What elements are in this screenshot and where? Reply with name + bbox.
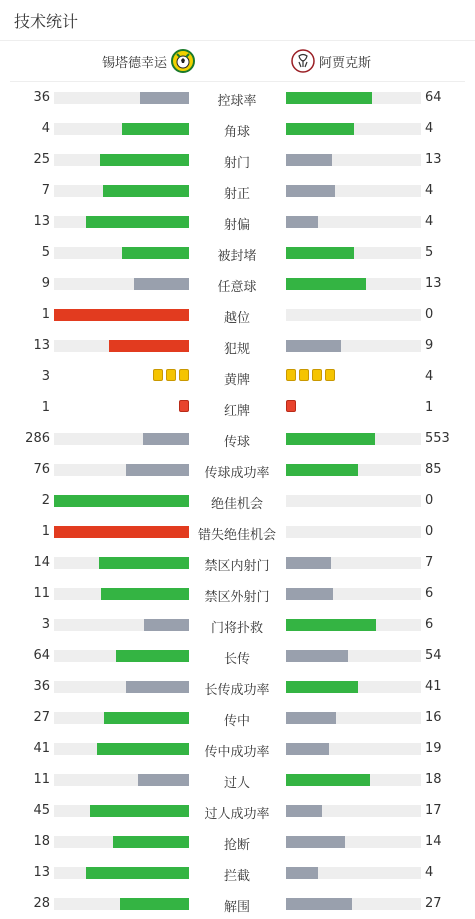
away-stat-bar-fill [286, 123, 354, 135]
away-stat-bar [286, 247, 421, 259]
away-stat-bar-fill [286, 185, 335, 197]
home-stat-bar [54, 340, 189, 352]
stat-label: 任意球 [217, 280, 257, 295]
stat-row [0, 237, 475, 268]
stat-label: 错失绝佳机会 [197, 528, 276, 543]
home-stat-value: 25 [33, 152, 50, 167]
home-stat-bar-fill [116, 650, 189, 662]
away-stat-bar-fill [286, 681, 358, 693]
stat-label: 过人 [223, 776, 250, 791]
home-stat-value: 5 [41, 245, 50, 260]
yellow-card-icon [153, 369, 163, 381]
stat-row [0, 485, 475, 516]
stat-label: 传球 [223, 435, 250, 450]
away-stat-bar-fill [286, 92, 372, 104]
home-stat-value: 64 [33, 648, 50, 663]
away-stat-bar-fill [286, 743, 329, 755]
home-stat-bar [54, 557, 189, 569]
away-stat-bar [286, 898, 421, 910]
home-stat-value: 36 [33, 679, 50, 694]
stat-label: 禁区外射门 [204, 590, 270, 605]
home-stat-bar-fill [86, 867, 189, 879]
home-stat-bar [54, 681, 189, 693]
away-stat-bar [286, 154, 421, 166]
home-stat-bar [54, 216, 189, 228]
away-stat-value: 0 [425, 493, 434, 508]
stat-label: 长传 [223, 652, 250, 667]
away-stat-bar-fill [286, 619, 376, 631]
home-stat-bar [54, 712, 189, 724]
home-stat-bar [54, 495, 189, 507]
home-stat-bar [54, 526, 189, 538]
home-stat-value: 41 [33, 741, 50, 756]
away-stat-bar [286, 774, 421, 786]
home-stat-bar [54, 123, 189, 135]
teams-header [10, 41, 465, 82]
stat-row [0, 733, 475, 764]
red-card-icon [179, 400, 189, 412]
home-yellow-cards [153, 369, 189, 381]
home-stat-value: 13 [33, 865, 50, 880]
home-team[interactable] [102, 41, 195, 81]
away-stat-value: 19 [425, 741, 442, 756]
away-stat-bar [286, 712, 421, 724]
home-stat-bar-fill [101, 588, 189, 600]
stat-label: 角球 [223, 125, 250, 140]
home-stat-bar [54, 154, 189, 166]
stat-row [0, 454, 475, 485]
home-stat-bar [54, 805, 189, 817]
home-stat-value: 9 [41, 276, 50, 291]
home-red-cards [179, 400, 189, 412]
home-stat-bar [54, 867, 189, 879]
away-stat-value: 553 [425, 431, 450, 446]
stat-row [0, 857, 475, 888]
away-stat-bar [286, 433, 421, 445]
home-team-name: 锡塔德幸运 [102, 55, 168, 71]
away-stat-bar-fill [286, 247, 354, 259]
home-stat-bar [54, 278, 189, 290]
home-stat-value: 14 [33, 555, 50, 570]
away-stat-bar [286, 619, 421, 631]
away-stat-bar-fill [286, 216, 318, 228]
yellow-card-icon [179, 369, 189, 381]
home-stat-value: 76 [33, 462, 50, 477]
stat-row [0, 423, 475, 454]
stat-label: 门将扑救 [210, 621, 263, 636]
home-stat-bar [54, 836, 189, 848]
home-stat-bar-fill [126, 681, 189, 693]
home-stat-bar-fill [126, 464, 189, 476]
away-stat-bar [286, 650, 421, 662]
red-card-icon [286, 400, 296, 412]
away-stat-value: 13 [425, 276, 442, 291]
stat-row [0, 206, 475, 237]
home-stat-bar [54, 743, 189, 755]
home-stat-bar-fill [86, 216, 189, 228]
away-stat-bar-fill [286, 805, 322, 817]
away-stat-value: 17 [425, 803, 442, 818]
home-stat-bar-fill [109, 340, 189, 352]
section-header [0, 0, 475, 41]
home-stat-bar-fill [138, 774, 189, 786]
stat-row [0, 516, 475, 547]
home-stat-bar-fill [54, 309, 189, 321]
home-stat-bar-fill [143, 433, 189, 445]
home-stat-value: 7 [41, 183, 50, 198]
away-stat-value: 5 [425, 245, 434, 260]
away-team[interactable] [291, 41, 371, 81]
home-stat-value: 36 [33, 90, 50, 105]
yellow-card-icon [299, 369, 309, 381]
stat-row [0, 330, 475, 361]
away-stat-bar-fill [286, 340, 341, 352]
away-stat-value: 9 [425, 338, 434, 353]
home-team-logo-icon [171, 49, 195, 73]
away-stat-bar [286, 526, 421, 538]
home-stat-bar [54, 898, 189, 910]
away-stat-value: 16 [425, 710, 442, 725]
home-stat-bar-fill [54, 526, 189, 538]
away-stat-value: 64 [425, 90, 442, 105]
stat-label: 越位 [223, 311, 250, 326]
home-stat-value: 286 [25, 431, 50, 446]
stat-label: 过人成功率 [204, 807, 270, 822]
away-stat-value: 14 [425, 834, 442, 849]
away-stat-bar-fill [286, 464, 358, 476]
home-stat-bar-fill [100, 154, 189, 166]
home-stat-bar [54, 309, 189, 321]
away-stat-value: 6 [425, 586, 434, 601]
stat-row [0, 547, 475, 578]
stat-label: 长传成功率 [204, 683, 270, 698]
away-stat-bar-fill [286, 898, 352, 910]
home-stat-bar-fill [104, 712, 189, 724]
home-stat-bar [54, 464, 189, 476]
home-stat-bar-fill [97, 743, 189, 755]
away-stat-value: 18 [425, 772, 442, 787]
away-stat-bar [286, 123, 421, 135]
home-stat-bar-fill [103, 185, 189, 197]
away-stat-bar [286, 309, 421, 321]
yellow-card-icon [286, 369, 296, 381]
stat-row [0, 702, 475, 733]
home-stat-value: 3 [41, 369, 50, 384]
away-stat-value: 6 [425, 617, 434, 632]
stat-row [0, 826, 475, 857]
home-stat-value: 27 [33, 710, 50, 725]
away-stat-bar [286, 836, 421, 848]
away-stat-bar-fill [286, 154, 332, 166]
away-stat-bar-fill [286, 433, 375, 445]
home-stat-bar [54, 433, 189, 445]
away-stat-bar-fill [286, 278, 366, 290]
home-stat-bar [54, 588, 189, 600]
stat-label: 被封堵 [217, 249, 257, 264]
stat-label: 犯规 [223, 342, 250, 357]
stat-label: 黄牌 [223, 373, 250, 388]
away-stat-bar [286, 185, 421, 197]
away-stat-value: 0 [425, 524, 434, 539]
stat-label: 射门 [223, 156, 250, 171]
stat-row [0, 113, 475, 144]
section-title: 技术统计 [14, 12, 79, 31]
away-stat-bar [286, 743, 421, 755]
away-yellow-cards [286, 369, 335, 381]
stats-list [0, 82, 475, 919]
yellow-card-icon [312, 369, 322, 381]
stat-label: 绝佳机会 [210, 497, 263, 512]
home-stat-bar-fill [144, 619, 189, 631]
stat-row [0, 671, 475, 702]
away-stat-bar [286, 557, 421, 569]
away-stat-value: 54 [425, 648, 442, 663]
stat-row [0, 144, 475, 175]
away-stat-bar [286, 340, 421, 352]
home-stat-bar-fill [113, 836, 189, 848]
away-stat-bar [286, 681, 421, 693]
stat-label: 射正 [223, 187, 250, 202]
home-stat-bar [54, 92, 189, 104]
home-stat-value: 1 [41, 524, 50, 539]
away-stat-bar [286, 805, 421, 817]
home-stat-bar [54, 650, 189, 662]
stat-row [0, 175, 475, 206]
home-stat-value: 11 [33, 586, 50, 601]
home-stat-bar [54, 619, 189, 631]
stat-label: 传中成功率 [204, 745, 270, 760]
away-stat-value: 1 [425, 400, 434, 415]
away-stat-value: 4 [425, 214, 434, 229]
home-stat-bar [54, 247, 189, 259]
home-stat-value: 1 [41, 400, 50, 415]
away-stat-value: 0 [425, 307, 434, 322]
home-stat-value: 2 [41, 493, 50, 508]
home-stat-bar-fill [90, 805, 189, 817]
stat-row [0, 361, 475, 392]
away-stat-value: 4 [425, 183, 434, 198]
home-stat-value: 13 [33, 338, 50, 353]
away-stat-value: 4 [425, 865, 434, 880]
home-stat-value: 28 [33, 896, 50, 911]
stat-label: 射偏 [223, 218, 250, 233]
stat-label: 禁区内射门 [204, 559, 270, 574]
stat-row [0, 640, 475, 671]
home-stat-bar-fill [122, 123, 190, 135]
stat-label: 传球成功率 [204, 466, 270, 481]
home-stat-value: 4 [41, 121, 50, 136]
home-stat-bar-fill [134, 278, 189, 290]
away-stat-value: 41 [425, 679, 442, 694]
away-stat-value: 4 [425, 369, 434, 384]
away-stat-value: 85 [425, 462, 442, 477]
away-stat-bar [286, 216, 421, 228]
home-stat-bar-fill [99, 557, 189, 569]
away-stat-bar [286, 867, 421, 879]
home-stat-bar-fill [122, 247, 190, 259]
away-stat-bar-fill [286, 836, 345, 848]
home-stat-bar-fill [140, 92, 189, 104]
away-team-name: 阿贾克斯 [319, 55, 372, 71]
stat-row [0, 609, 475, 640]
away-stat-bar [286, 278, 421, 290]
away-stat-bar [286, 588, 421, 600]
away-stat-bar [286, 464, 421, 476]
away-stat-value: 7 [425, 555, 434, 570]
away-stat-bar-fill [286, 557, 331, 569]
away-stat-bar-fill [286, 650, 348, 662]
stat-row [0, 392, 475, 423]
away-team-logo-icon [291, 49, 315, 73]
yellow-card-icon [325, 369, 335, 381]
away-stat-bar-fill [286, 588, 333, 600]
home-stat-bar [54, 185, 189, 197]
away-stat-bar [286, 92, 421, 104]
away-stat-value: 27 [425, 896, 442, 911]
home-stat-bar-fill [120, 898, 189, 910]
stat-row [0, 268, 475, 299]
stat-label: 控球率 [217, 94, 257, 109]
home-stat-bar [54, 774, 189, 786]
away-stat-bar-fill [286, 867, 318, 879]
away-stat-bar-fill [286, 774, 370, 786]
stat-label: 红牌 [223, 404, 250, 419]
stat-row [0, 764, 475, 795]
stat-label: 传中 [223, 714, 250, 729]
away-stat-value: 4 [425, 121, 434, 136]
yellow-card-icon [166, 369, 176, 381]
stat-row [0, 888, 475, 919]
home-stat-value: 1 [41, 307, 50, 322]
home-stat-value: 13 [33, 214, 50, 229]
home-stat-bar-fill [54, 495, 189, 507]
home-stat-value: 45 [33, 803, 50, 818]
stat-label: 解围 [223, 900, 250, 915]
away-stat-bar [286, 495, 421, 507]
home-stat-value: 11 [33, 772, 50, 787]
home-stat-value: 3 [41, 617, 50, 632]
away-stat-bar-fill [286, 712, 336, 724]
stat-row [0, 795, 475, 826]
away-stat-value: 13 [425, 152, 442, 167]
stat-label: 抢断 [223, 838, 250, 853]
home-stat-value: 18 [33, 834, 50, 849]
stat-label: 拦截 [223, 869, 250, 884]
stat-row [0, 82, 475, 113]
away-red-cards [286, 400, 296, 412]
stat-row [0, 299, 475, 330]
stat-row [0, 578, 475, 609]
